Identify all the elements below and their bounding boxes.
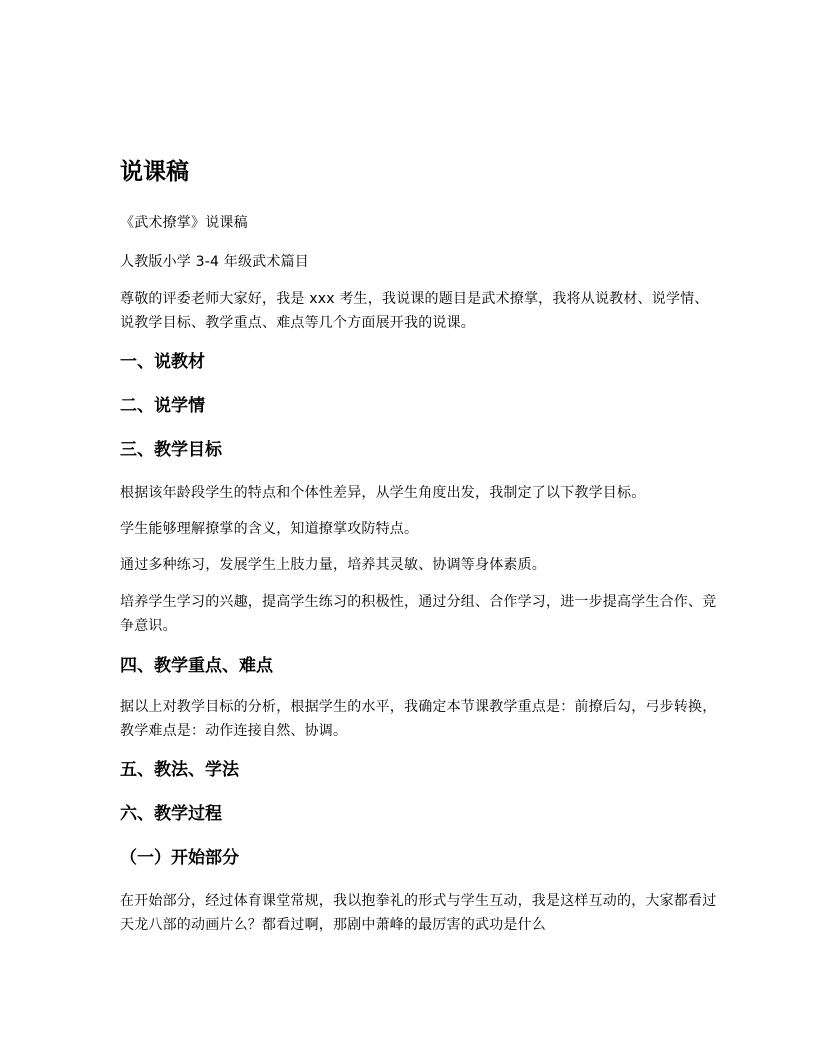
section-heading-teaching-process: 六、教学过程	[120, 804, 222, 824]
section-heading-methods: 五、教法、学法	[120, 760, 239, 780]
objective-skill-paragraph: 通过多种练习，发展学生上肢力量，培养其灵敏、协调等身体素质。	[120, 557, 546, 573]
textbook-line: 人教版小学 3-4 年级武术篇目	[120, 254, 309, 270]
key-points-paragraph: 据以上对教学目标的分析，根据学生的水平，我确定本节课教学重点是：前撩后勾，弓步转换，教学难点是：动作连接自然、协调。	[120, 699, 717, 739]
section-heading-student-analysis: 二、说学情	[120, 396, 205, 416]
section-heading-teaching-objectives: 三、教学目标	[120, 440, 222, 460]
objective-attitude-paragraph: 培养学生学习的兴趣，提高学生练习的积极性，通过分组、合作学习，进一步提高学生合作、竞争意识。	[120, 594, 717, 634]
section-heading-key-points: 四、教学重点、难点	[120, 656, 273, 676]
opening-paragraph: 在开始部分，经过体育课堂常规，我以抱拳礼的形式与学生互动，我是这样互动的，大家都看过天龙八部的动画片么？都看过啊，那剧中萧峰的最厉害的武功是什么	[120, 893, 717, 933]
section-heading-teaching-material: 一、说教材	[120, 352, 205, 372]
objectives-intro-paragraph: 根据该年龄段学生的特点和个体性差异，从学生角度出发，我制定了以下教学目标。	[120, 485, 646, 501]
greeting-paragraph: 尊敬的评委老师大家好，我是 xxx 考生，我说课的题目是武术撩掌，我将从说教材、说学情、说教学目标、教学重点、难点等几个方面展开我的说课。	[120, 291, 709, 331]
lesson-title-line: 《武术撩掌》说课稿	[120, 215, 248, 231]
subsection-heading-opening: （一）开始部分	[120, 848, 239, 868]
document-title: 说课稿	[120, 159, 189, 185]
objective-knowledge-paragraph: 学生能够理解撩掌的含义，知道撩掌攻防特点。	[120, 521, 419, 537]
